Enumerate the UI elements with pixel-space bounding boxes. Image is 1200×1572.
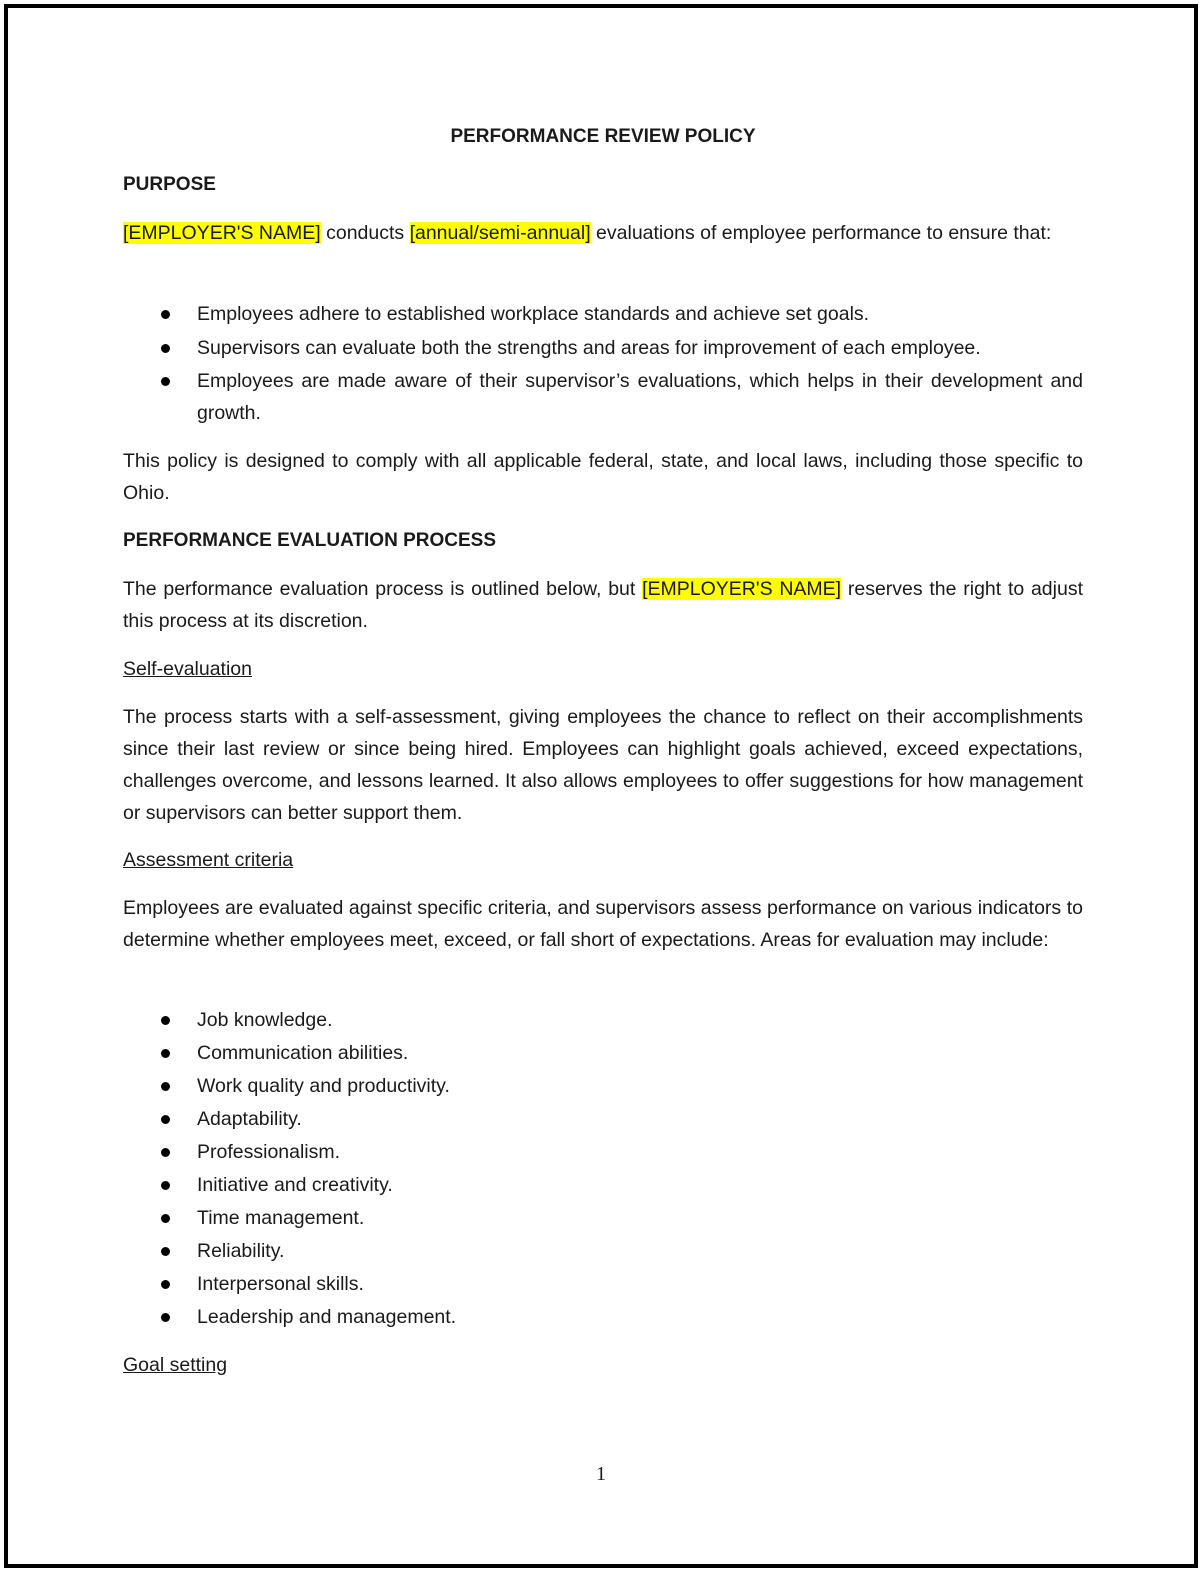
list-item: Employees are made aware of their supervisor’s evaluations, which helps in their development and growth. <box>123 365 1083 429</box>
employer-name-placeholder: [EMPLOYER'S NAME] <box>123 222 321 244</box>
bullet-icon <box>161 1049 170 1058</box>
goal-setting-heading: Goal setting <box>123 1354 228 1376</box>
process-intro-text-1: The performance evaluation process is outlined below, but <box>123 578 643 600</box>
bullet-icon <box>161 1016 170 1025</box>
list-item: Professionalism. <box>123 1136 1083 1169</box>
bullet-icon <box>161 344 170 353</box>
assessment-criteria-heading: Assessment criteria <box>123 849 294 871</box>
bullet-icon <box>161 1313 170 1322</box>
criteria-bullet-list <box>123 1004 1083 1334</box>
compliance-paragraph: This policy is designed to comply with all applicable federal, state, and local laws, including those specific to Ohio. <box>123 450 1083 504</box>
bullet-icon <box>161 310 170 319</box>
bullet-icon <box>161 1148 170 1157</box>
employer-name-placeholder: [EMPLOYER'S NAME] <box>642 578 842 600</box>
bullet-icon <box>161 1280 170 1289</box>
list-item: Work quality and productivity. <box>123 1070 1083 1103</box>
bullet-icon <box>161 1214 170 1223</box>
list-item: Adaptability. <box>123 1103 1083 1136</box>
process-intro <box>123 573 1083 637</box>
purpose-intro-text-1: conducts <box>320 222 410 244</box>
purpose-bullet-list <box>123 298 1083 429</box>
document-title: PERFORMANCE REVIEW POLICY <box>450 126 756 147</box>
purpose-intro <box>123 217 1083 249</box>
list-item: Job knowledge. <box>123 1004 1083 1037</box>
frequency-placeholder: [annual/semi-annual] <box>409 222 591 244</box>
self-evaluation-paragraph: The process starts with a self-assessment, giving employees the chance to reflect on their accomplishments since their last review or since being hired. Employees can highlight goals achieved, exceed expectations, challenges overcome, and lessons learned. It also allows employees to offer suggestions for how management or supervisors can better support them. <box>123 706 1083 824</box>
bullet-icon <box>161 377 170 386</box>
self-evaluation-heading: Self-evaluation <box>123 658 252 680</box>
purpose-intro-text-2: evaluations of employee performance to ensure that: <box>590 222 1052 244</box>
list-item: Employees adhere to established workplace standards and achieve set goals. <box>123 298 1083 330</box>
bullet-icon <box>161 1082 170 1091</box>
page-number: 1 <box>596 1463 606 1485</box>
bullet-icon <box>161 1115 170 1124</box>
purpose-heading: PURPOSE <box>123 174 216 195</box>
bullet-icon <box>161 1247 170 1256</box>
list-item: Reliability. <box>123 1235 1083 1268</box>
list-item: Initiative and creativity. <box>123 1169 1083 1202</box>
bullet-icon <box>161 1181 170 1190</box>
list-item: Communication abilities. <box>123 1037 1083 1070</box>
document-page <box>4 4 1198 1568</box>
list-item: Leadership and management. <box>123 1301 1083 1334</box>
list-item: Supervisors can evaluate both the strengths and areas for improvement of each employee. <box>123 332 1083 364</box>
list-item: Interpersonal skills. <box>123 1268 1083 1301</box>
list-item: Time management. <box>123 1202 1083 1235</box>
process-heading: PERFORMANCE EVALUATION PROCESS <box>123 530 496 551</box>
assessment-criteria-paragraph: Employees are evaluated against specific criteria, and supervisors assess performance on various indicators to determine whether employees meet, exceed, or fall short of expectations. Areas for evaluation may include: <box>123 897 1083 951</box>
process-intro-text-2: reserves the right to adjust this process at its discretion. <box>123 578 1083 632</box>
